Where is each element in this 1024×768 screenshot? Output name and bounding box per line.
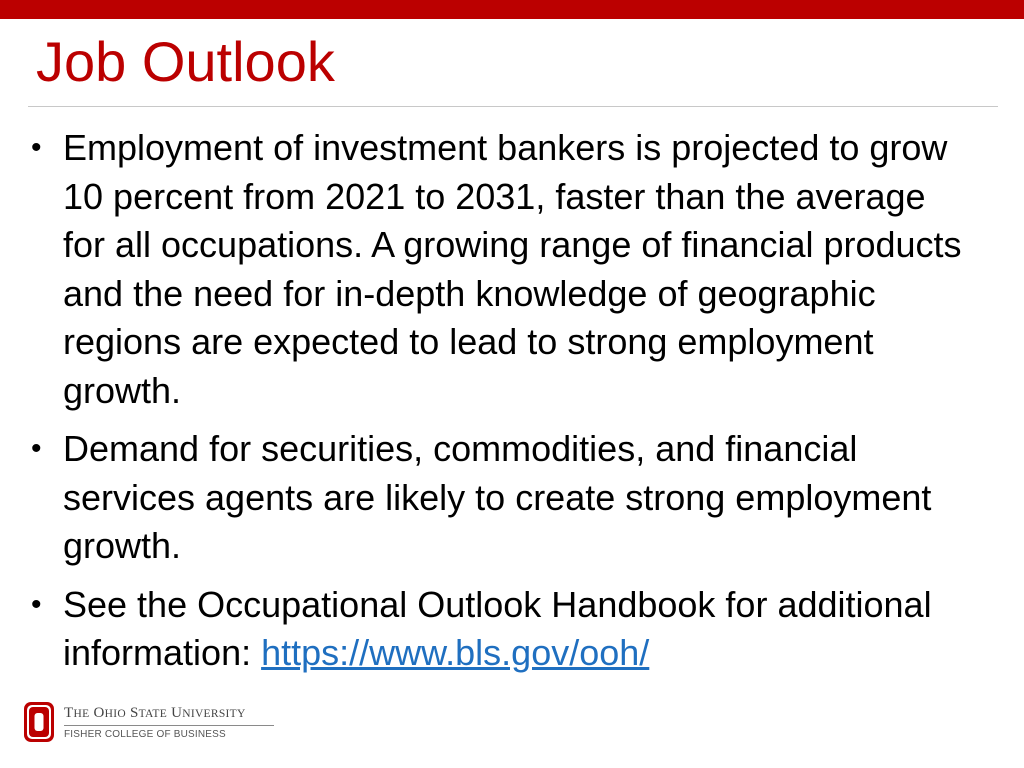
bullet-icon: • [31,432,42,465]
bullet-icon: • [31,131,42,164]
bls-ooh-link[interactable]: https://www.bls.gov/ooh/ [261,632,650,673]
college-name: FISHER COLLEGE OF BUSINESS [64,729,226,740]
bullet-text: Employment of investment bankers is projected to grow 10 percent from 2021 to 2031, faster than the average for all occupations. A growing range of financial products and the need for in-depth knowledge of geographic regions are expected to lead to strong employment growth. [63,127,962,411]
university-logo [24,702,284,746]
university-name: THE OHIO STATE UNIVERSITY [64,705,246,721]
bullet-text: Demand for securities, commodities, and financial services agents are likely to create strong employment growth. [63,428,932,566]
slide-title: Job Outlook [36,30,335,93]
title-divider [28,106,998,107]
logo-divider [64,725,274,726]
bullet-item-demand [28,425,968,571]
top-accent-bar [0,0,1024,19]
bullet-text: See the Occupational Outlook Handbook for additional information: [63,583,932,673]
block-o-icon [24,702,54,742]
bullet-list [28,124,968,688]
bullet-item-handbook-reference [28,581,968,678]
bullet-icon: • [31,587,42,621]
bullet-item-employment-projection [28,124,968,415]
